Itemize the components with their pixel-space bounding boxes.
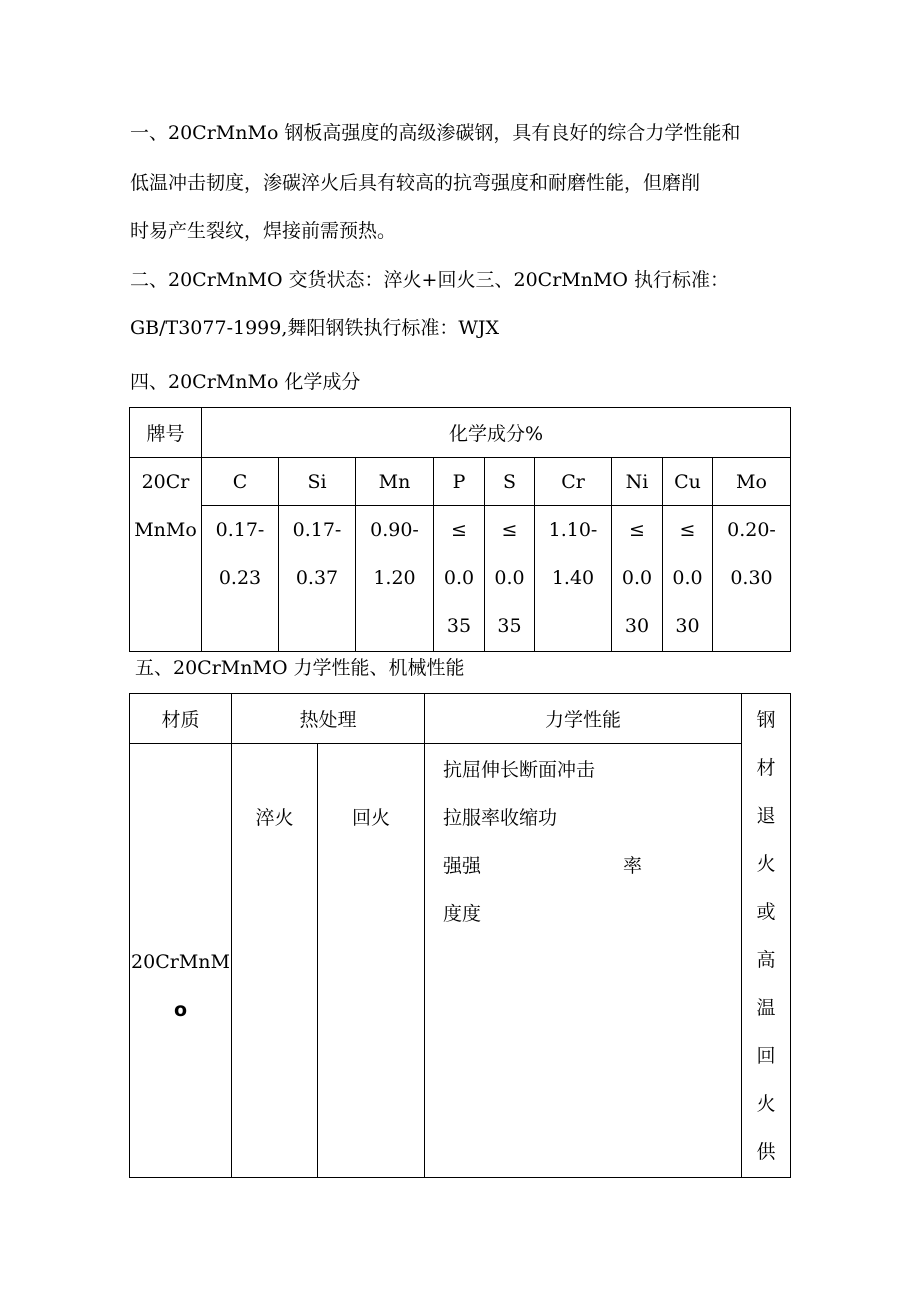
- side-char: 退: [756, 805, 776, 827]
- chemical-composition-table: [129, 407, 791, 652]
- value-line: 1.40: [551, 567, 595, 589]
- value-line: 0.20-: [727, 519, 776, 541]
- grade-line: MnMo: [134, 519, 197, 541]
- side-char: 或: [756, 901, 776, 923]
- value-line: 0.0: [621, 567, 653, 589]
- mechanical-header: 力学性能: [425, 694, 742, 744]
- value-line: 0.37: [295, 567, 339, 589]
- mech-line-part: 强强: [443, 855, 482, 877]
- value-line: 0.30: [730, 567, 773, 589]
- side-char: 钢: [756, 709, 776, 731]
- side-char: 温: [756, 997, 776, 1019]
- value-line: 0.17-: [215, 519, 265, 541]
- value-line: 0.17-: [292, 519, 342, 541]
- composition-header: 化学成分%: [202, 408, 791, 458]
- value-ni: [612, 506, 663, 652]
- section-title: 四、20CrMnMo 化学成分: [130, 371, 361, 393]
- side-char: 供: [756, 1141, 776, 1163]
- value-s: [485, 506, 535, 652]
- heat-treatment-header: 热处理: [232, 694, 425, 744]
- material-cell: [130, 744, 232, 1178]
- paragraph-line: 低温冲击韧度，渗碳淬火后具有较高的抗弯强度和耐磨性能，但磨削: [130, 172, 701, 194]
- mech-line: 抗屈伸长断面冲击: [443, 759, 596, 781]
- grade-cell: [130, 458, 202, 652]
- mechanical-properties-table: [129, 693, 791, 1178]
- value-line: 30: [675, 615, 700, 637]
- paragraph-line: 一、20CrMnMo 钢板高强度的高级渗碳钢，具有良好的综合力学性能和: [130, 122, 741, 144]
- side-char: 高: [756, 949, 776, 971]
- side-char: 火: [756, 853, 776, 875]
- paragraph-line: 二、20CrMnMO 交货状态：淬火+回火三、20CrMnMO 执行标准：: [130, 269, 730, 291]
- value-line: ≤: [629, 519, 645, 541]
- value-line: ≤: [451, 519, 467, 541]
- grade-line: 20Cr: [141, 471, 190, 493]
- side-column: [742, 694, 791, 1178]
- value-line: 0.90-: [370, 519, 419, 541]
- value-p: [434, 506, 485, 652]
- value-c: [202, 506, 279, 652]
- side-char: 回: [756, 1045, 776, 1067]
- value-line: 35: [497, 615, 522, 637]
- element-s: S: [485, 458, 535, 506]
- value-line: 0.0: [494, 567, 525, 589]
- element-ni: Ni: [612, 458, 663, 506]
- side-char: 火: [756, 1093, 776, 1115]
- value-line: 0.0: [443, 567, 475, 589]
- material-header: 材质: [130, 694, 232, 744]
- quench-label: 淬火: [255, 807, 294, 829]
- value-line: 1.10-: [548, 519, 598, 541]
- quench-cell: [232, 744, 318, 1178]
- value-si: [279, 506, 356, 652]
- value-cr: [535, 506, 612, 652]
- section-title: 五、20CrMnMO 力学性能、机械性能: [135, 657, 465, 679]
- element-mo: Mo: [713, 458, 791, 506]
- mech-line: [443, 842, 741, 890]
- value-line: 35: [446, 615, 472, 637]
- mechanical-cell: [425, 744, 742, 1178]
- value-cu: [663, 506, 713, 652]
- paragraph-line: 时易产生裂纹，焊接前需预热。: [130, 220, 397, 242]
- element-cu: Cu: [663, 458, 713, 506]
- value-line: 1.20: [373, 567, 416, 589]
- material-line: 20CrMnM: [131, 950, 230, 973]
- value-line: 30: [624, 615, 650, 637]
- element-cr: Cr: [535, 458, 612, 506]
- element-p: P: [434, 458, 485, 506]
- element-mn: Mn: [356, 458, 434, 506]
- value-line: ≤: [501, 519, 518, 541]
- side-char: 材: [756, 757, 776, 779]
- mech-line-part: 率: [623, 855, 643, 877]
- temper-cell: [318, 744, 425, 1178]
- mech-line: 度度: [443, 903, 482, 925]
- element-si: Si: [279, 458, 356, 506]
- temper-label: 回火: [352, 807, 391, 829]
- grade-header: 牌号: [130, 408, 202, 458]
- value-line: ≤: [679, 519, 696, 541]
- material-line: o: [173, 998, 188, 1021]
- paragraph-line: GB/T3077-1999,舞阳钢铁执行标准：WJX: [130, 317, 500, 339]
- value-mn: [356, 506, 434, 652]
- value-line: 0.0: [672, 567, 703, 589]
- element-c: C: [202, 458, 279, 506]
- value-line: 0.23: [218, 567, 262, 589]
- value-mo: [713, 506, 791, 652]
- mech-line: 拉服率收缩功: [443, 807, 558, 829]
